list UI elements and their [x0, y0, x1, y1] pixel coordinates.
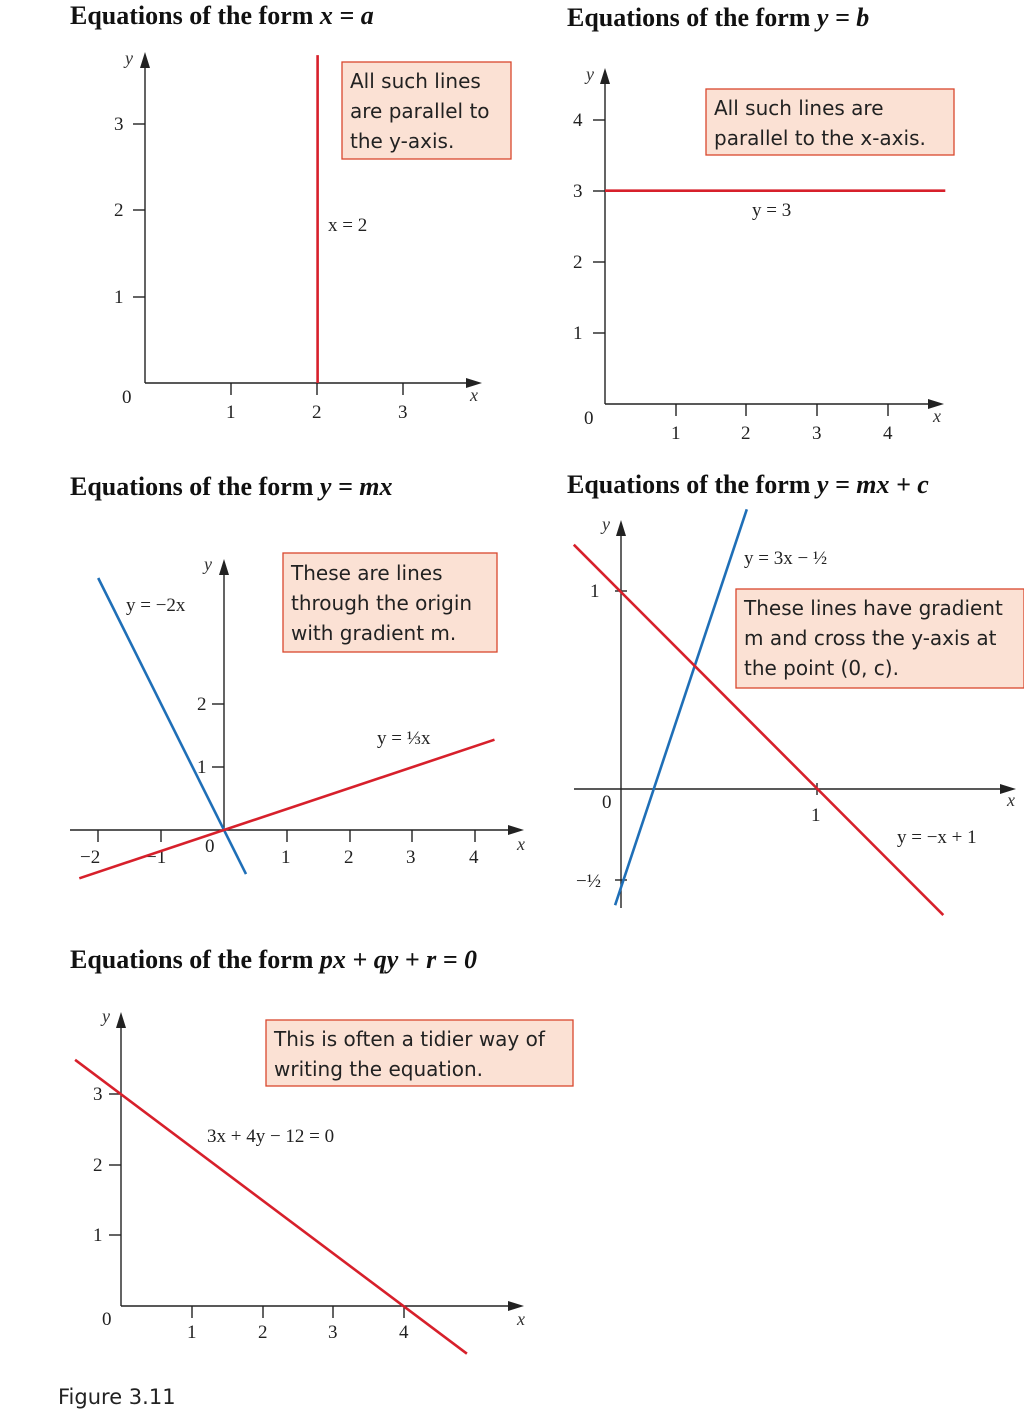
panel-heading: Equations of the form px + qy + r = 0	[70, 945, 478, 974]
panel-heading: Equations of the form x = a	[70, 1, 374, 30]
origin-label: 0	[122, 387, 132, 408]
note-line: m and cross the y-axis at	[744, 626, 997, 650]
note-line: All such lines	[350, 69, 481, 93]
x-tick-label: 3	[406, 847, 416, 868]
origin-label: 0	[205, 836, 215, 857]
series-label: x = 2	[328, 215, 368, 236]
note-line: writing the equation.	[274, 1057, 484, 1081]
note-line: through the origin	[291, 591, 473, 615]
note-line: These lines have gradient	[744, 596, 1003, 620]
x-axis-label: x	[933, 406, 941, 426]
y-tick-label: 2	[573, 252, 583, 273]
y-tick-label: 3	[114, 114, 124, 135]
y-tick-label: 2	[114, 200, 124, 221]
x-tick-label: 4	[399, 1322, 409, 1343]
y-tick-label: 1	[573, 323, 583, 344]
y-axis-arrow-icon	[219, 559, 229, 575]
series-line-y-equals-3x-minus-half	[615, 509, 747, 905]
x-tick-label: 3	[812, 423, 822, 444]
x-tick-label: 2	[312, 402, 322, 423]
x-tick-label: 4	[883, 423, 893, 444]
x-tick-label: 3	[398, 402, 408, 423]
note-line: All such lines are	[714, 96, 884, 120]
figure-caption: Figure 3.11	[58, 1385, 176, 1409]
series-label: y = ⅓x	[377, 728, 431, 749]
series-label: y = 3x − ½	[744, 548, 828, 569]
x-tick-label: 3	[328, 1322, 338, 1343]
series-label: y = −x + 1	[897, 827, 977, 848]
y-tick-label: 1	[114, 287, 124, 308]
x-axis-label: x	[517, 834, 525, 854]
y-tick-label: 1	[590, 581, 600, 602]
series-line-3x-plus-4y-minus-12	[75, 1060, 467, 1354]
y-tick-label: 3	[573, 181, 583, 202]
y-axis-label: y	[102, 1006, 110, 1026]
x-tick-label: −2	[80, 847, 101, 868]
x-tick-label: 2	[258, 1322, 268, 1343]
x-tick-label: 1	[226, 402, 236, 423]
note-line: These are lines	[291, 561, 443, 585]
x-tick-label: 2	[344, 847, 354, 868]
y-tick-label: 2	[93, 1155, 103, 1176]
y-tick-label: 2	[197, 694, 207, 715]
y-axis-arrow-icon	[616, 520, 626, 536]
origin-label: 0	[102, 1309, 112, 1330]
y-tick-label: −½	[576, 871, 601, 892]
y-axis-label: y	[125, 48, 133, 68]
y-axis-label: y	[586, 64, 594, 84]
panel-y-equals-mx-plus-c	[567, 470, 1024, 915]
note-line: the y-axis.	[350, 129, 455, 153]
y-tick-label: 1	[197, 757, 207, 778]
y-axis-arrow-icon	[140, 52, 150, 68]
y-axis-label: y	[204, 554, 212, 574]
note-line: the point (0, c).	[744, 656, 899, 680]
x-axis-label: x	[517, 1309, 525, 1329]
x-tick-label: 1	[671, 423, 681, 444]
x-tick-label: 1	[187, 1322, 197, 1343]
y-tick-label: 3	[93, 1084, 103, 1105]
panel-heading: Equations of the form y = mx	[70, 472, 393, 501]
series-label: 3x + 4y − 12 = 0	[207, 1126, 335, 1147]
x-tick-label: 1	[281, 847, 291, 868]
panel-y-equals-b	[567, 3, 954, 444]
x-tick-label: 4	[469, 847, 479, 868]
y-tick-label: 1	[93, 1225, 103, 1246]
x-tick-label: 1	[811, 805, 821, 826]
origin-label: 0	[584, 408, 594, 429]
y-axis-arrow-icon	[116, 1012, 126, 1028]
x-tick-label: 2	[741, 423, 751, 444]
y-tick-label: 4	[573, 110, 583, 131]
panel-y-equals-mx	[70, 472, 525, 878]
origin-label: 0	[602, 792, 612, 813]
x-tick-label: −1	[146, 847, 167, 868]
panel-x-equals-a	[70, 1, 511, 423]
y-axis-label: y	[602, 514, 610, 534]
series-label: y = 3	[752, 200, 792, 221]
panel-heading: Equations of the form y = mx + c	[567, 470, 929, 499]
panel-general-form	[70, 945, 573, 1354]
note-line: parallel to the x-axis.	[714, 126, 926, 150]
x-axis-label: x	[1007, 790, 1015, 810]
note-line: This is often a tidier way of	[274, 1027, 545, 1051]
note-line: are parallel to	[350, 99, 490, 123]
panel-heading: Equations of the form y = b	[567, 3, 870, 32]
note-line: with gradient m.	[291, 621, 457, 645]
y-axis-arrow-icon	[600, 68, 610, 84]
series-label: y = −2x	[126, 595, 186, 616]
x-axis-label: x	[470, 385, 478, 405]
